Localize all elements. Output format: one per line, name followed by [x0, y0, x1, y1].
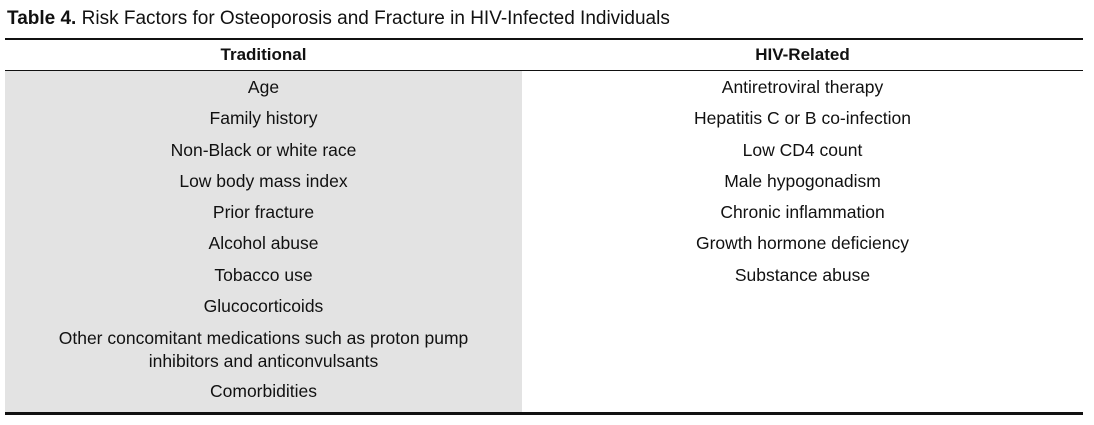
table-cell: Hepatitis C or B co-infection: [694, 108, 911, 129]
table-cell: Chronic inflammation: [720, 202, 885, 223]
traditional-column: [5, 71, 522, 412]
column-header-traditional: Traditional: [220, 45, 307, 64]
table-cell: Male hypogonadism: [724, 170, 881, 191]
table-cell-line: inhibitors and anticonvulsants: [148, 351, 379, 372]
table-cell-line: Other concomitant medications such as proton pump: [58, 328, 469, 349]
table-cell: Alcohol abuse: [208, 233, 319, 254]
table-cell: Prior fracture: [212, 202, 315, 223]
table-cell: Growth hormone deficiency: [695, 233, 910, 254]
table-cell: Age: [247, 77, 280, 97]
table-cell: Family history: [209, 108, 318, 129]
column-header-hiv-related: HIV-Related: [755, 45, 850, 64]
table-cell: Non-Black or white race: [170, 139, 357, 160]
hiv-related-column: [522, 71, 1083, 412]
table-caption: [7, 7, 670, 31]
table-cell: Low CD4 count: [742, 139, 863, 160]
table-header-row: [5, 40, 1083, 70]
table-cell: Tobacco use: [214, 264, 313, 285]
table-cell: Glucocorticoids: [203, 296, 324, 317]
table-bottom-rule: [5, 412, 1083, 415]
table-cell: Low body mass index: [179, 170, 348, 191]
table-body: [5, 71, 1083, 412]
table-cell: Substance abuse: [734, 264, 871, 285]
table-cell: Comorbidities: [210, 381, 317, 402]
table-cell: Antiretroviral therapy: [721, 77, 884, 97]
table-caption-label: Table 4.: [7, 8, 77, 29]
table-cell-multiline: [5, 322, 522, 376]
table-caption-title: Risk Factors for Osteoporosis and Fracture in HIV-Infected Individuals: [76, 8, 670, 29]
